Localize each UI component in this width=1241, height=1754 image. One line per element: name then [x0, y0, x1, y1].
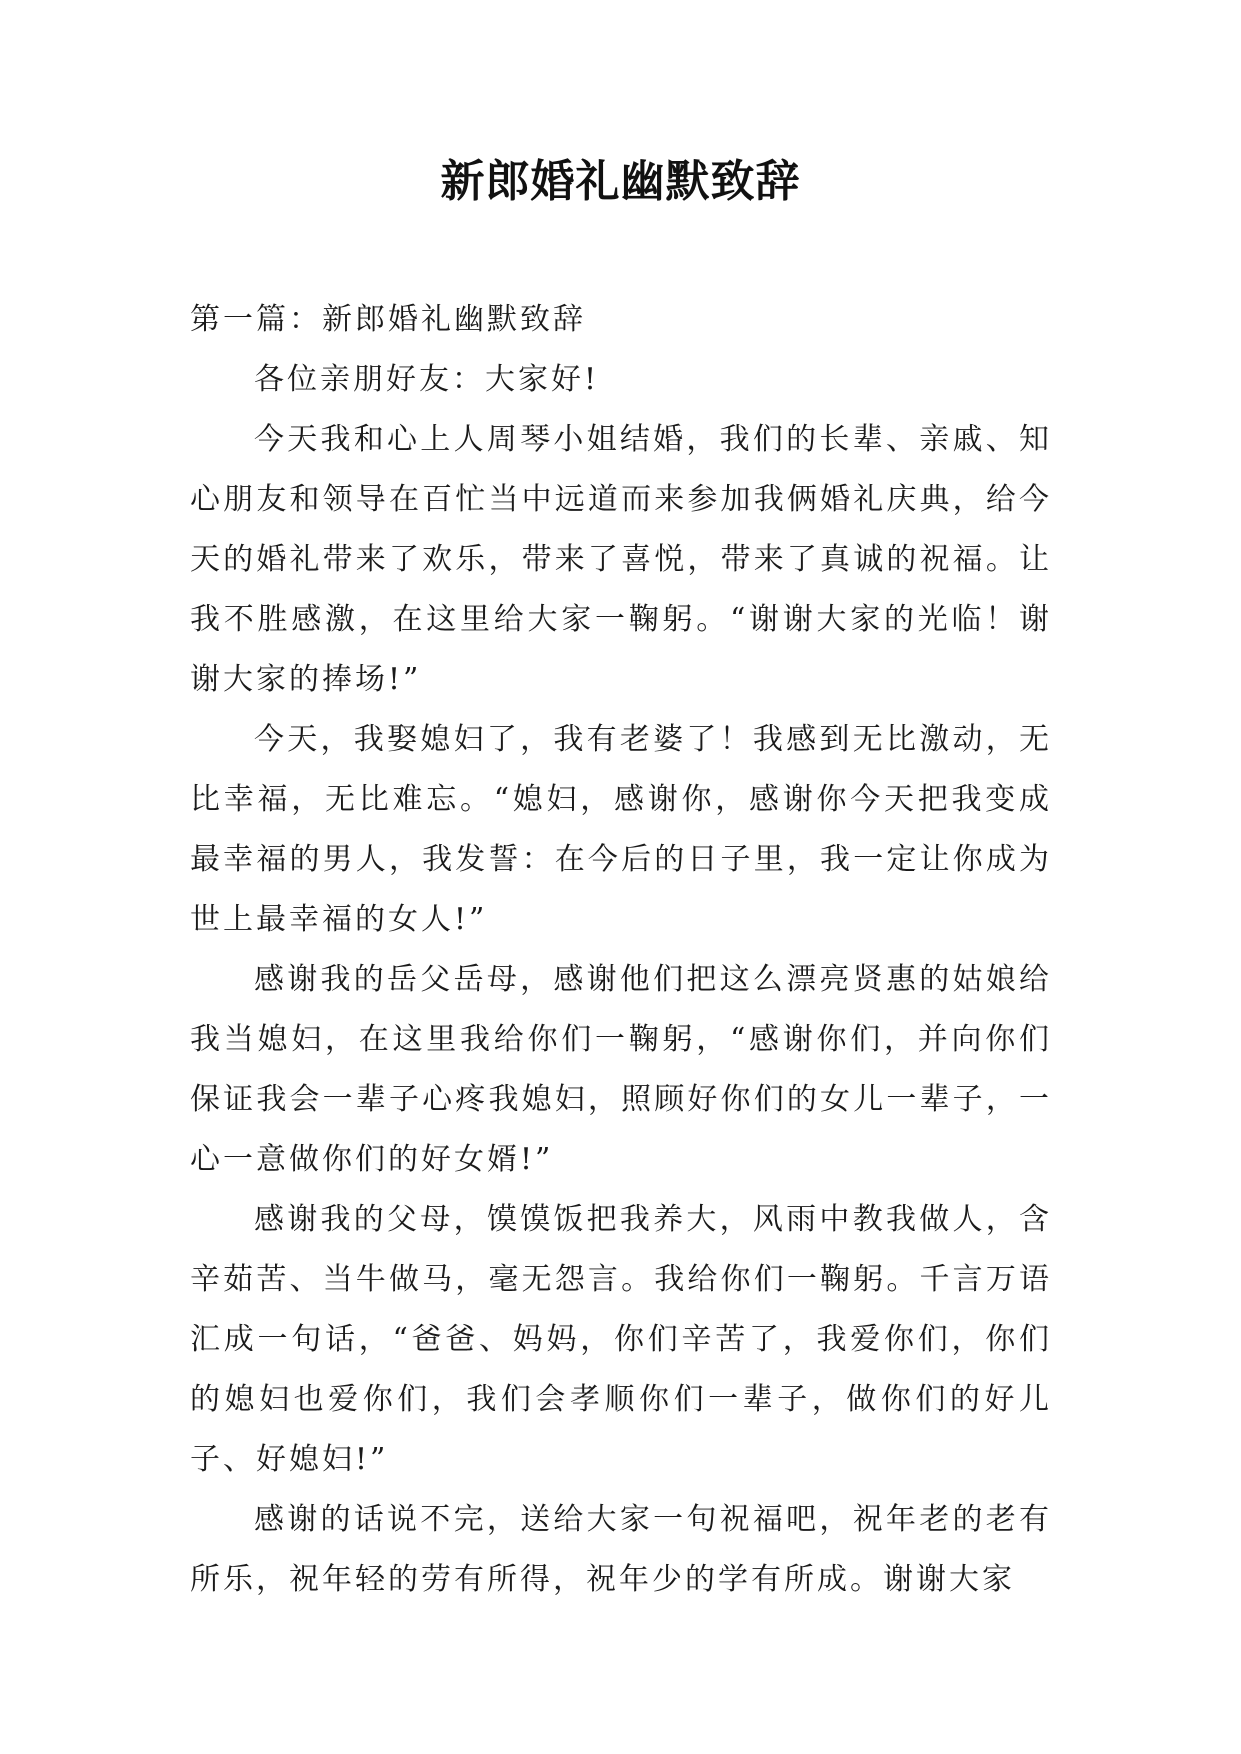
document-title: 新郎婚礼幽默致辞: [440, 156, 801, 207]
paragraph-closing-blessing: 感谢的话说不完，送给大家一句祝福吧，祝年老的老有所乐，祝年轻的劳有所得，祝年少的学有所成。谢谢大家: [190, 1502, 1052, 1597]
paragraph-thanks-in-laws: 感谢我的岳父岳母，感谢他们把这么漂亮贤惠的姑娘给我当媳妇，在这里我给你们一鞠躬，“感谢你们，并向你们保证我会一辈子心疼我媳妇，照顾好你们的女儿一辈子，一心一意做你们的好女婿!”: [190, 962, 1052, 1177]
paragraph-greeting: 各位亲朋好友：大家好!: [254, 362, 600, 397]
document-body: [190, 290, 1052, 1610]
paragraph-to-bride: 今天，我娶媳妇了，我有老婆了！我感到无比激动，无比幸福，无比难忘。“媳妇，感谢你，感谢你今天把我变成最幸福的男人，我发誓：在今后的日子里，我一定让你成为世上最幸福的女人!”: [190, 722, 1052, 937]
section-heading: 第一篇：新郎婚礼幽默致辞: [190, 302, 586, 337]
paragraph-thanks-guests: 今天我和心上人周琴小姐结婚，我们的长辈、亲戚、知心朋友和领导在百忙当中远道而来参加我俩婚礼庆典，给今天的婚礼带来了欢乐，带来了喜悦，带来了真诚的祝福。让我不胜感激，在这里给大家一鞠躬。“谢谢大家的光临！谢谢大家的捧场!”: [190, 422, 1052, 697]
paragraph-thanks-parents: 感谢我的父母，馍馍饭把我养大，风雨中教我做人，含辛茹苦、当牛做马，毫无怨言。我给你们一鞠躬。千言万语汇成一句话，“爸爸、妈妈，你们辛苦了，我爱你们，你们的媳妇也爱你们，我们会孝顺你们一辈子，做你们的好儿子、好媳妇!”: [190, 1202, 1052, 1477]
